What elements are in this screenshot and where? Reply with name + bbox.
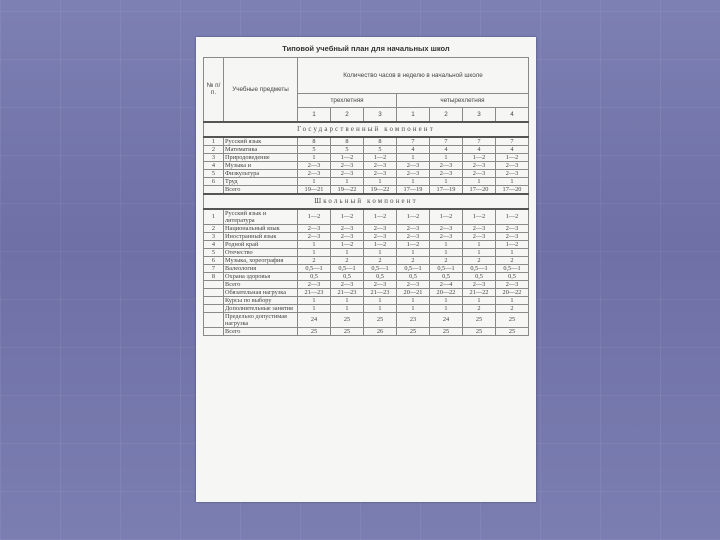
grade-header: 3: [463, 108, 496, 122]
row-number: [204, 185, 224, 194]
hours-cell: 1: [430, 304, 463, 312]
hours-cell: 1—2: [397, 240, 430, 248]
hours-cell: 20—21: [397, 288, 430, 296]
hours-cell: 0,5: [397, 272, 430, 280]
subject-name: Обязательная нагрузка: [224, 288, 298, 296]
hours-cell: 2: [331, 256, 364, 264]
hours-cell: 1: [463, 240, 496, 248]
table-row: [204, 256, 529, 264]
table-row: [204, 153, 529, 161]
hours-cell: 2—3: [331, 232, 364, 240]
table-row: [204, 304, 529, 312]
hours-cell: 7: [397, 137, 430, 146]
hours-cell: 2—3: [496, 169, 529, 177]
hours-cell: 21—23: [298, 288, 331, 296]
hours-cell: 0,5—1: [496, 264, 529, 272]
hours-cell: 1—2: [331, 240, 364, 248]
subject-name: Валеология: [224, 264, 298, 272]
hours-cell: 1: [331, 248, 364, 256]
hours-cell: 17—19: [430, 185, 463, 194]
hours-cell: 19—21: [298, 185, 331, 194]
row-number: [204, 312, 224, 327]
hours-cell: 2—3: [364, 161, 397, 169]
hours-cell: 2—3: [496, 224, 529, 232]
hours-cell: 2—3: [364, 280, 397, 288]
hours-cell: 1—2: [331, 209, 364, 225]
row-number: 1: [204, 209, 224, 225]
row-number: 7: [204, 264, 224, 272]
row-number: 4: [204, 161, 224, 169]
hours-cell: 1: [430, 248, 463, 256]
row-number: [204, 304, 224, 312]
hours-cell: 20—22: [430, 288, 463, 296]
hours-cell: 25: [298, 327, 331, 335]
hours-cell: 2—3: [397, 161, 430, 169]
hours-cell: 2—3: [298, 280, 331, 288]
hours-cell: 2—3: [331, 224, 364, 232]
hours-cell: 21—23: [364, 288, 397, 296]
table-row: [204, 264, 529, 272]
row-number: 3: [204, 153, 224, 161]
hours-cell: 25: [397, 327, 430, 335]
hours-cell: 0,5—1: [298, 264, 331, 272]
header-number: № п/п.: [204, 58, 224, 122]
hours-cell: 2: [496, 304, 529, 312]
subject-name: Дополнительные занятия: [224, 304, 298, 312]
hours-cell: 1: [397, 248, 430, 256]
hours-cell: 2—3: [463, 280, 496, 288]
hours-cell: 25: [331, 327, 364, 335]
hours-cell: 25: [331, 312, 364, 327]
table-row: [204, 137, 529, 146]
table-row: [204, 248, 529, 256]
row-number: 2: [204, 224, 224, 232]
hours-cell: 2—3: [298, 169, 331, 177]
hours-cell: 0,5: [364, 272, 397, 280]
hours-cell: 19—22: [364, 185, 397, 194]
hours-cell: 1—2: [463, 209, 496, 225]
hours-cell: 24: [430, 312, 463, 327]
hours-cell: 2—3: [430, 232, 463, 240]
hours-cell: 17—20: [463, 185, 496, 194]
hours-cell: 25: [463, 312, 496, 327]
hours-cell: 2—3: [298, 224, 331, 232]
hours-cell: 1: [298, 177, 331, 185]
hours-cell: 1: [298, 296, 331, 304]
hours-cell: 1: [397, 153, 430, 161]
row-number: 4: [204, 240, 224, 248]
grade-header: 4: [496, 108, 529, 122]
state-component-body: [204, 122, 529, 194]
row-number: 6: [204, 177, 224, 185]
hours-cell: 1: [364, 177, 397, 185]
hours-cell: 1: [364, 296, 397, 304]
row-number: 5: [204, 248, 224, 256]
hours-cell: 1: [331, 177, 364, 185]
row-number: 6: [204, 256, 224, 264]
hours-cell: 1: [364, 304, 397, 312]
subject-name: Всего: [224, 327, 298, 335]
hours-cell: 0,5—1: [364, 264, 397, 272]
hours-cell: 24: [298, 312, 331, 327]
hours-cell: 1: [298, 240, 331, 248]
hours-cell: 2—3: [430, 224, 463, 232]
subject-name: Русский язык: [224, 137, 298, 146]
hours-cell: 1—2: [364, 153, 397, 161]
hours-cell: 7: [496, 137, 529, 146]
grade-header: 1: [397, 108, 430, 122]
hours-cell: 21—23: [331, 288, 364, 296]
row-number: [204, 327, 224, 335]
hours-cell: 1—2: [364, 209, 397, 225]
hours-cell: 8: [364, 137, 397, 146]
hours-cell: 2: [496, 256, 529, 264]
table-row: [204, 145, 529, 153]
table-row: [204, 327, 529, 335]
header-four-year: четырехлетняя: [397, 94, 529, 108]
hours-cell: 2—3: [397, 232, 430, 240]
hours-cell: 1—2: [496, 209, 529, 225]
hours-cell: 0,5: [430, 272, 463, 280]
table-row: [204, 312, 529, 327]
subject-name: Музыка, хореография: [224, 256, 298, 264]
grade-header: 3: [364, 108, 397, 122]
hours-cell: 2—3: [430, 169, 463, 177]
hours-cell: 1—2: [364, 240, 397, 248]
subject-name: Курсы по выбору: [224, 296, 298, 304]
hours-cell: 8: [298, 137, 331, 146]
hours-cell: 1: [397, 177, 430, 185]
hours-cell: 1—2: [430, 209, 463, 225]
hours-cell: 4: [463, 145, 496, 153]
hours-cell: 1: [463, 296, 496, 304]
hours-cell: 1: [298, 248, 331, 256]
subject-name: Труд: [224, 177, 298, 185]
subject-name: Предельно допустимая нагрузка: [224, 312, 298, 327]
hours-cell: 0,5—1: [331, 264, 364, 272]
hours-cell: 1: [430, 153, 463, 161]
hours-cell: 1: [430, 296, 463, 304]
subject-name: Охрана здоровья: [224, 272, 298, 280]
table-row: [204, 177, 529, 185]
table-row: [204, 161, 529, 169]
subject-name: Русский язык и литература: [224, 209, 298, 225]
row-number: [204, 296, 224, 304]
hours-cell: 1: [364, 248, 397, 256]
row-number: 1: [204, 137, 224, 146]
hours-cell: 8: [331, 137, 364, 146]
hours-cell: 1: [298, 304, 331, 312]
table-row: [204, 232, 529, 240]
hours-cell: 2: [463, 256, 496, 264]
hours-cell: 23: [397, 312, 430, 327]
hours-cell: 0,5: [463, 272, 496, 280]
hours-cell: 1—2: [496, 240, 529, 248]
hours-cell: 2: [364, 256, 397, 264]
hours-cell: 1—2: [397, 209, 430, 225]
hours-cell: 1—2: [463, 153, 496, 161]
hours-cell: 2: [430, 256, 463, 264]
hours-cell: 25: [430, 327, 463, 335]
hours-cell: 17—19: [397, 185, 430, 194]
hours-cell: 17—20: [496, 185, 529, 194]
hours-cell: 1: [331, 296, 364, 304]
hours-cell: 0,5: [298, 272, 331, 280]
hours-cell: 25: [496, 327, 529, 335]
table-row: [204, 185, 529, 194]
subject-name: Природоведение: [224, 153, 298, 161]
row-number: [204, 280, 224, 288]
hours-cell: 2—3: [463, 232, 496, 240]
hours-cell: 1: [331, 304, 364, 312]
table-row: [204, 280, 529, 288]
grade-header: 2: [430, 108, 463, 122]
subject-name: Иностранный язык: [224, 232, 298, 240]
hours-cell: 4: [397, 145, 430, 153]
hours-cell: 1: [430, 177, 463, 185]
curriculum-table: [203, 57, 529, 336]
subject-name: Отечество: [224, 248, 298, 256]
subject-name: Музыка и: [224, 161, 298, 169]
row-number: 8: [204, 272, 224, 280]
hours-cell: 20—22: [496, 288, 529, 296]
hours-cell: 1: [463, 248, 496, 256]
hours-cell: 0,5—1: [430, 264, 463, 272]
row-number: 5: [204, 169, 224, 177]
hours-cell: 2: [298, 256, 331, 264]
header-hours: Количество часов в неделю в начальной школе: [298, 58, 529, 94]
table-row: [204, 209, 529, 225]
table-row: [204, 224, 529, 232]
hours-cell: 21—22: [463, 288, 496, 296]
hours-cell: 2—3: [496, 280, 529, 288]
subject-name: Национальный язык: [224, 224, 298, 232]
hours-cell: 2—3: [331, 169, 364, 177]
hours-cell: 26: [364, 327, 397, 335]
hours-cell: 0,5: [331, 272, 364, 280]
hours-cell: 2—3: [364, 232, 397, 240]
hours-cell: 5: [298, 145, 331, 153]
grade-header: 1: [298, 108, 331, 122]
hours-cell: 2—3: [397, 169, 430, 177]
hours-cell: 1—2: [496, 153, 529, 161]
hours-cell: 0,5—1: [463, 264, 496, 272]
hours-cell: 5: [364, 145, 397, 153]
hours-cell: 1: [397, 304, 430, 312]
hours-cell: 19—22: [331, 185, 364, 194]
table-row: [204, 169, 529, 177]
subject-name: Всего: [224, 185, 298, 194]
hours-cell: 1: [496, 296, 529, 304]
hours-cell: 1: [496, 177, 529, 185]
hours-cell: 2—3: [331, 280, 364, 288]
school-component-title: Школьный компонент: [204, 194, 529, 209]
subject-name: Математика: [224, 145, 298, 153]
hours-cell: 2—3: [463, 161, 496, 169]
hours-cell: 2—3: [430, 161, 463, 169]
hours-cell: 2: [397, 256, 430, 264]
table-row: [204, 240, 529, 248]
hours-cell: 2—3: [331, 161, 364, 169]
row-number: 3: [204, 232, 224, 240]
hours-cell: 25: [463, 327, 496, 335]
hours-cell: 2—3: [397, 224, 430, 232]
header-subject: Учебные предметы: [224, 58, 298, 122]
hours-cell: 7: [463, 137, 496, 146]
document-page: [196, 37, 536, 502]
hours-cell: 1: [496, 248, 529, 256]
hours-cell: 2—3: [496, 232, 529, 240]
grade-header: 2: [331, 108, 364, 122]
hours-cell: 1: [298, 153, 331, 161]
hours-cell: 0,5—1: [397, 264, 430, 272]
hours-cell: 2—3: [364, 169, 397, 177]
hours-cell: 1—2: [331, 153, 364, 161]
hours-cell: 1: [430, 240, 463, 248]
header-three-year: трехлетняя: [298, 94, 397, 108]
hours-cell: 2—3: [496, 161, 529, 169]
hours-cell: 2—3: [397, 280, 430, 288]
hours-cell: 1: [463, 177, 496, 185]
hours-cell: 25: [496, 312, 529, 327]
hours-cell: 2—3: [463, 169, 496, 177]
hours-cell: 0,5: [496, 272, 529, 280]
subject-name: Всего: [224, 280, 298, 288]
school-component-body: [204, 194, 529, 336]
row-number: 2: [204, 145, 224, 153]
row-number: [204, 288, 224, 296]
document-title: Типовой учебный план для начальных школ: [282, 44, 450, 53]
hours-cell: 2—3: [298, 232, 331, 240]
table-row: [204, 288, 529, 296]
hours-cell: 4: [496, 145, 529, 153]
hours-cell: 2: [463, 304, 496, 312]
hours-cell: 1—2: [298, 209, 331, 225]
table-row: [204, 296, 529, 304]
hours-cell: 25: [364, 312, 397, 327]
subject-name: Родной край: [224, 240, 298, 248]
hours-cell: 4: [430, 145, 463, 153]
hours-cell: 2—3: [298, 161, 331, 169]
hours-cell: 5: [331, 145, 364, 153]
table-row: [204, 272, 529, 280]
state-component-title: Государственный компонент: [204, 122, 529, 137]
hours-cell: 2—4: [430, 280, 463, 288]
hours-cell: 2—3: [364, 224, 397, 232]
hours-cell: 1: [397, 296, 430, 304]
hours-cell: 2—3: [463, 224, 496, 232]
subject-name: Физкультура: [224, 169, 298, 177]
hours-cell: 7: [430, 137, 463, 146]
